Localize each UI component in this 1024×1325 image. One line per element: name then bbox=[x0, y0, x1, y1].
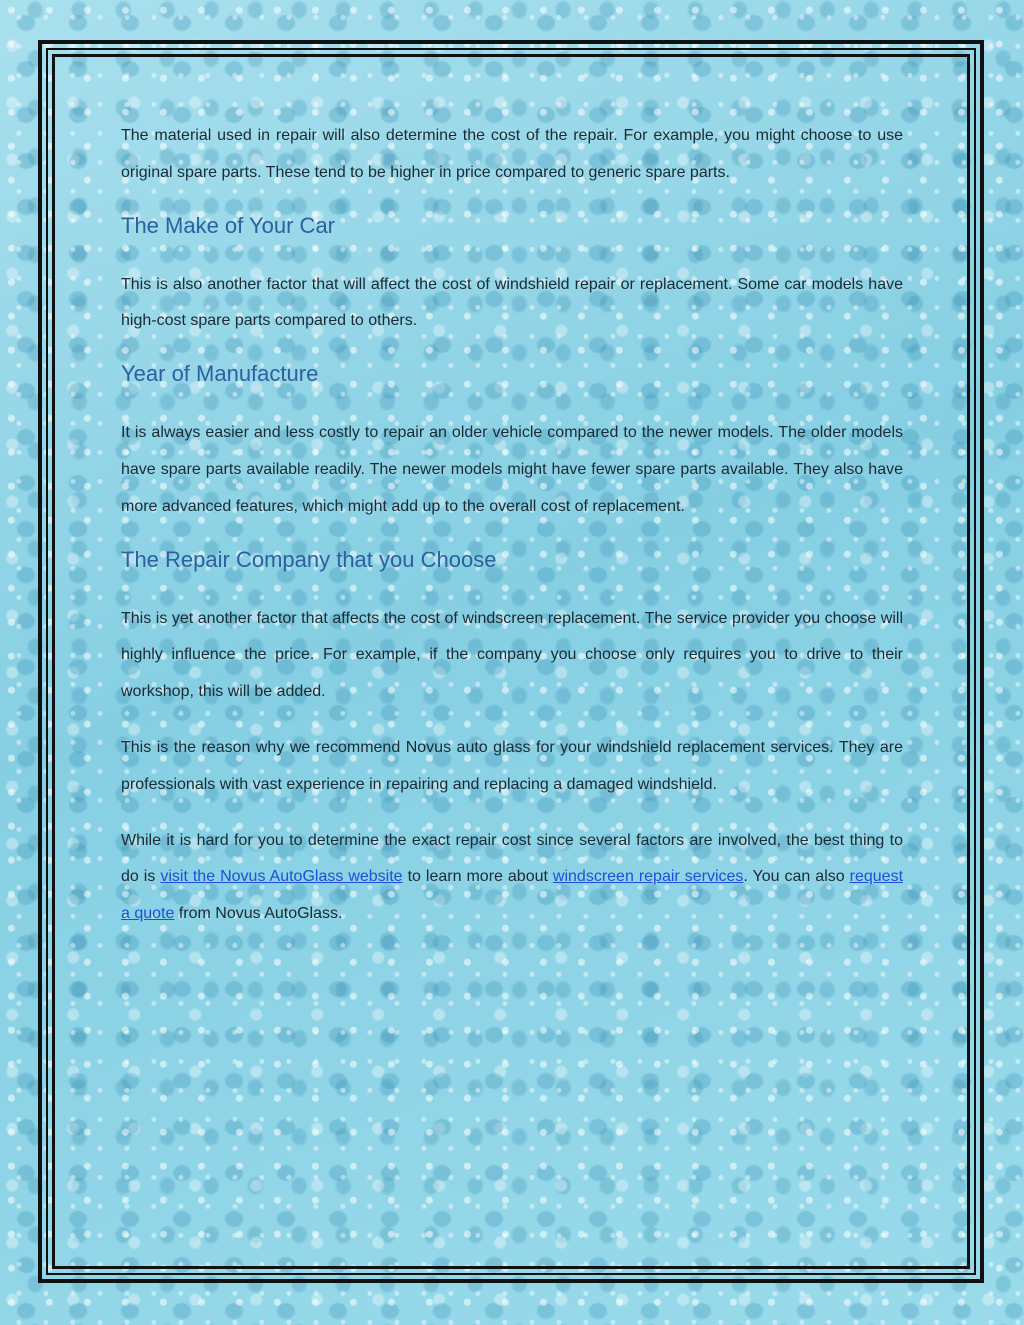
closing-text-1: While it is hard for you to determine the exact repair cost since several factors are involved, the best thing to do is bbox=[121, 831, 903, 886]
heading-repair-company: The Repair Company that you Choose bbox=[121, 546, 497, 572]
windscreen-repair-services-link[interactable]: windscreen repair services bbox=[552, 868, 744, 886]
repair-company-paragraph: This is yet another factor that affects the cost of windscreen replacement. The service provider you choose will highly influence the price. For example, if the company you choose only requires you to drive to their workshop, this will be added. bbox=[121, 609, 903, 701]
document-body bbox=[121, 118, 903, 952]
heading-make-of-car: The Make of Your Car bbox=[121, 212, 336, 238]
closing-paragraph bbox=[121, 823, 903, 933]
recommendation-paragraph: This is the reason why we recommend Novus auto glass for your windshield replacement services. They are professionals with vast experience in repairing and replacing a damaged windshield. bbox=[121, 738, 903, 793]
closing-text-4: from Novus AutoGlass. bbox=[174, 905, 343, 923]
intro-paragraph: The material used in repair will also determine the cost of the repair. For example, you might choose to use original spare parts. These tend to be higher in price compared to generic spare parts. bbox=[121, 127, 903, 181]
heading-year-of-manufacture: Year of Manufacture bbox=[121, 361, 319, 387]
make-of-car-paragraph: This is also another factor that will affect the cost of windshield repair or replacement. Some car models have high-cost spare parts compared to others. bbox=[121, 275, 903, 330]
closing-text-3: . You can also bbox=[743, 868, 850, 886]
closing-text-2: to learn more about bbox=[402, 868, 553, 886]
novus-website-link[interactable]: visit the Novus AutoGlass website bbox=[160, 868, 403, 886]
request-quote-link[interactable]: request a quote bbox=[121, 868, 904, 923]
year-of-manufacture-paragraph: It is always easier and less costly to repair an older vehicle compared to the newer models. The older models have spare parts available readily. The newer models might have fewer spare parts available. They also have more advanced features, which might add up to the overall cost of replacement. bbox=[121, 424, 903, 515]
